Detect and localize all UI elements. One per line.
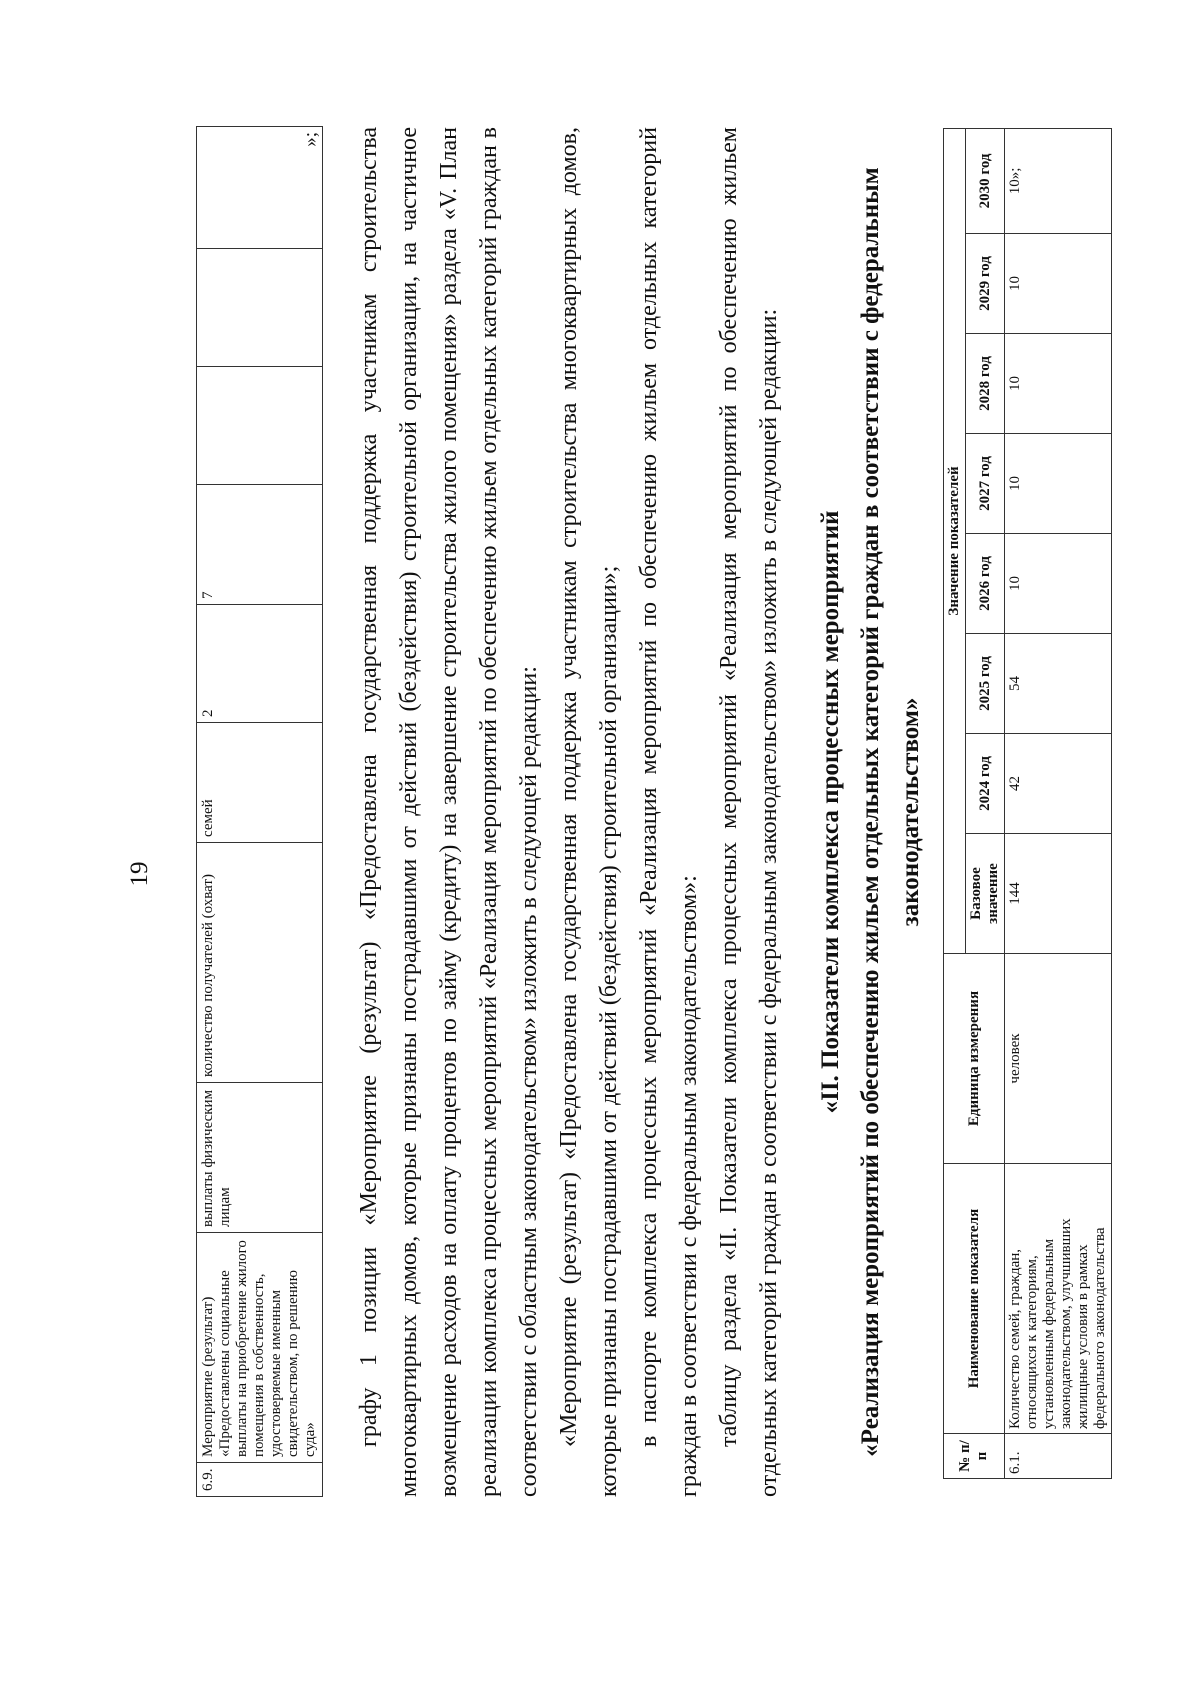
year-value: 10	[1005, 234, 1112, 334]
header-base: Базовое значение	[966, 834, 1005, 954]
rotated-page-content	[196, 127, 1108, 1497]
base-value: 144	[1005, 834, 1112, 954]
activity-type: выплаты физическим лицам	[197, 1083, 323, 1233]
year-value: 10	[1005, 534, 1112, 634]
activity-name: Мероприятие (результат) «Предоставлены социальные выплаты на приобретение жилого помещения в собственность, удостоверяемые именным свидетельством, по решению суда»	[197, 1233, 323, 1463]
paragraph: графу 1 позиции «Мероприятие (результат) «Предоставлена государственная поддержка участникам строительства многоквартирных домов, которые признаны пострадавшими от действий (бездействия) строительной организации, на частичное возмещение расходов на оплату процентов по займу (кредиту) на завершение строительства жилого помещения» раздела «V. План реализации комплекса процессных мероприятий «Реализация мероприятий по обеспечению жильем отдельных категорий граждан в соответствии с областным законодательством» изложить в следующей редакции:	[356, 127, 542, 1497]
header-name: Наименование показателя	[944, 1164, 1005, 1434]
paragraph: «Мероприятие (результат) «Предоставлена государственная поддержка участникам строительства многоквартирных домов, которые признаны пострадавшими от действий (бездействия) строительной организации»;	[556, 127, 622, 1497]
activity-unit: семей	[197, 723, 323, 843]
cell-col6: 2	[197, 605, 323, 723]
row-number: 6.9.	[197, 1463, 323, 1497]
indicator-name: Количество семей, граждан, относящихся к категориям, установленным федеральным законодательством, улучшивших жилищные условия в рамках федерального законодательства	[1005, 1164, 1112, 1434]
header-num: № п/п	[944, 1434, 1005, 1479]
body-text	[349, 127, 789, 1497]
header-unit: Единица измерения	[944, 954, 1005, 1164]
indicator-unit: человек	[1005, 954, 1112, 1164]
empty-cell	[197, 367, 323, 485]
table-row	[197, 127, 323, 1497]
header-year: 2029 год	[966, 234, 1005, 334]
paragraph: таблицу раздела «II. Показатели комплекса процессных мероприятий «Реализация мероприятий по обеспечению жильем отдельных категорий граждан в соответствии с федеральным законодательством» изложить в следующей редакции:	[716, 127, 782, 1497]
activity-indicator: количество получателей (охват)	[197, 843, 323, 1083]
row-number: 6.1.	[1005, 1434, 1112, 1479]
year-value: 42	[1005, 734, 1112, 834]
activity-table	[196, 126, 323, 1497]
header-year: 2027 год	[966, 434, 1005, 534]
year-value: 10	[1005, 334, 1112, 434]
indicators-table	[943, 128, 1112, 1479]
year-value: 10	[1005, 434, 1112, 534]
page-number: 19	[126, 861, 153, 887]
header-year: 2028 год	[966, 334, 1005, 434]
empty-cell	[197, 249, 323, 367]
paragraph: в паспорте комплекса процессных мероприятий «Реализация мероприятий по обеспечению жильем отдельных категорий граждан в соответствии с федеральным законодательством»:	[636, 127, 702, 1497]
table-row	[1005, 128, 1112, 1478]
header-year: 2030 год	[966, 128, 1005, 233]
header-values-group: Значение показателей	[944, 128, 966, 953]
header-year: 2026 год	[966, 534, 1005, 634]
header-year: 2024 год	[966, 734, 1005, 834]
header-year: 2025 год	[966, 634, 1005, 734]
cell-col7: 7	[197, 485, 323, 605]
section-subheading: «Реализация мероприятий по обеспечению жильем отдельных категорий граждан в соответствии с федеральным законодательством»	[857, 167, 924, 1457]
year-value: 54	[1005, 634, 1112, 734]
table-end-mark: »;	[197, 127, 323, 249]
year-value: 10»;	[1005, 128, 1112, 233]
table-header-row	[944, 128, 966, 1478]
section-heading: «II. Показатели комплекса процессных мероприятий	[817, 510, 844, 1114]
